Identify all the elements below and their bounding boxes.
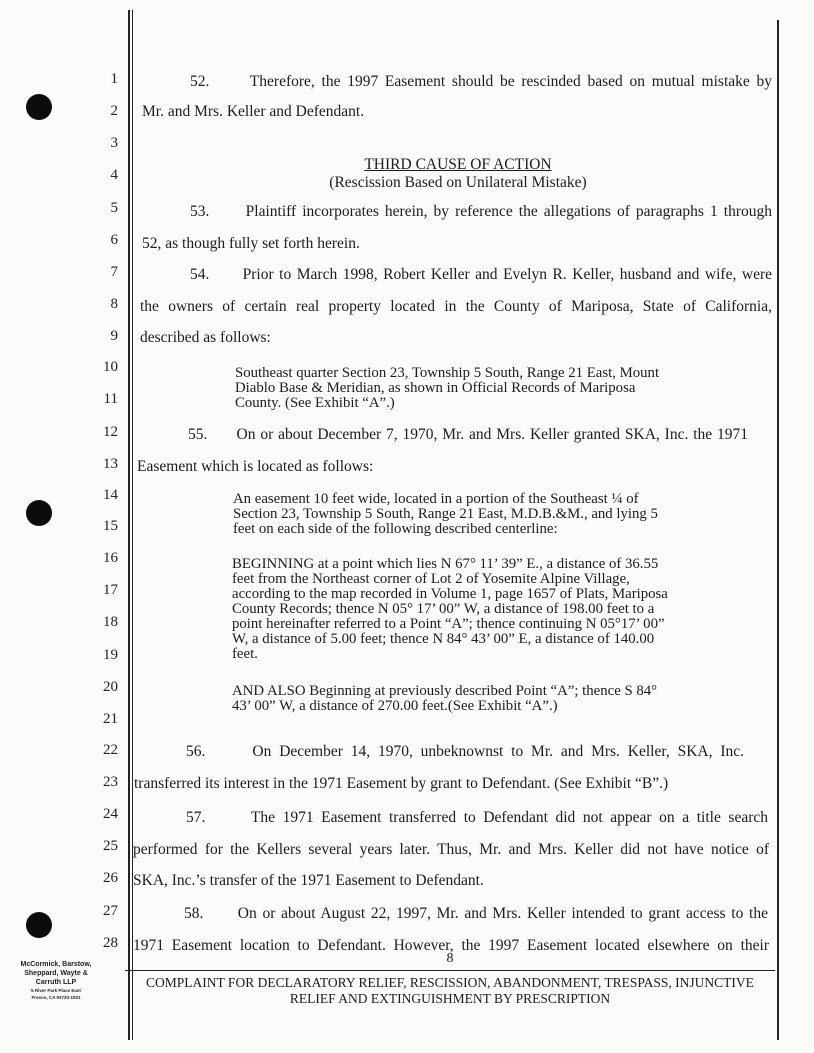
paragraph-57-line-2: performed for the Kellers several years later. Thus, Mr. and Mrs. Keller did not have notice of [133,841,769,858]
line-number: 4 [110,167,118,183]
paragraph-53-line-1: 53. Plaintiff incorporates herein, by reference the allegations of paragraphs 1 through [190,203,772,220]
line-number: 7 [110,264,118,280]
footer-title-line-1: COMPLAINT FOR DECLARATORY RELIEF, RESCISSION, ABANDONMENT, TRESPASS, INJUNCTIVE [146,975,754,990]
paragraph-54-line-3: described as follows: [140,329,271,346]
firm-name-line-2: Sheppard, Wayte & [24,970,88,977]
paragraph-52-line-1: 52. Therefore, the 1997 Easement should be rescinded based on mutual mistake by [190,73,772,90]
legal-description-quote-2: An easement 10 feet wide, located in a portion of the Southeast ¼ of Section 23, Township 5 South, Range 21 East, M.D.B.&M., and lying 5 feet on each side of the following described centerline: [233,491,658,537]
paragraph-56-line-2: transferred its interest in the 1971 Easement by grant to Defendant. (See Exhibit “B”.) [134,775,669,792]
paragraph-54-line-2: the owners of certain real property located in the County of Mariposa, State of California, [140,298,772,315]
line-number: 9 [110,328,118,344]
line-number: 28 [103,935,118,951]
punch-hole-top [26,94,52,120]
paragraph-55-line-1: 55. On or about December 7, 1970, Mr. and Mrs. Keller granted SKA, Inc. the 1971 [188,426,748,443]
line-number: 2 [110,103,118,119]
line-number: 27 [103,903,118,919]
legal-description-quote-4: AND ALSO Beginning at previously described Point “A”; thence S 84° 43’ 00” W, a distance of 270.00 feet.(See Exhibit “A”.) [232,683,658,714]
left-margin-rule [128,10,130,1040]
paragraph-57-line-1: 57. The 1971 Easement transferred to Defendant did not appear on a title search [186,809,768,826]
firm-name-line-3: Carruth LLP [35,979,77,986]
line-number: 12 [103,424,118,440]
punch-hole-bottom [26,912,52,938]
line-number: 16 [103,550,118,566]
paragraph-57-line-3: SKA, Inc.’s transfer of the 1971 Easement to Defendant. [133,872,484,889]
paragraph-58-line-1: 58. On or about August 22, 1997, Mr. and Mrs. Keller intended to grant access to the [184,905,768,922]
line-number: 23 [103,774,118,790]
line-number: 21 [103,711,118,727]
legal-description-quote-3: BEGINNING at a point which lies N 67° 11’ 39” E., a distance of 36.55 feet from the Northeast corner of Lot 2 of Yosemite Alpine Village, according to the map recorded in Volume 1, page 1657 of Plats, Mariposa County Records; thence N 05° 17’ 00” W, a distance of 198.00 feet to a point hereinafter referred to a Point “A”; thence continuing N 05°17’ 00” W, a distance of 5.00 feet; thence N 84° 43’ 00” E, a distance of 140.00 feet. [232,556,668,662]
line-number: 26 [103,870,118,886]
firm-address-line-2: Fresno, CA 93720-1501 [31,995,81,1000]
line-number: 18 [103,614,118,630]
line-number: 20 [103,679,118,695]
line-number: 24 [103,806,118,822]
footer-title-line-2: RELIEF AND EXTINGUISHMENT BY PRESCRIPTION [289,991,611,1006]
line-number: 25 [103,838,118,854]
page-number: 8 [446,951,454,966]
line-number: 8 [110,296,118,312]
line-number: 13 [103,456,118,472]
paragraph-53-line-2: 52, as though fully set forth herein. [142,235,360,252]
line-number: 10 [103,359,118,375]
right-margin-rule [777,20,779,1040]
line-number: 22 [103,742,118,758]
paragraph-52-line-2: Mr. and Mrs. Keller and Defendant. [142,103,365,120]
line-number: 17 [103,582,118,598]
firm-name-line-1: McCormick, Barstow, [20,961,92,968]
line-number: 3 [110,135,118,151]
line-number: 6 [110,232,118,248]
line-number: 19 [103,647,118,663]
line-number: 14 [103,487,118,503]
cause-of-action-heading: THIRD CAUSE OF ACTION [364,156,552,173]
law-firm-block [6,960,106,1001]
paragraph-55-line-2: Easement which is located as follows: [137,458,374,475]
line-number: 1 [110,71,118,87]
paragraph-58-line-2: 1971 Easement location to Defendant. However, the 1997 Easement located elsewhere on their [133,937,769,954]
cause-of-action-subheading: (Rescission Based on Unilateral Mistake) [329,174,587,191]
legal-description-quote-1: Southeast quarter Section 23, Township 5 South, Range 21 East, Mount Diablo Base & Meridian, as shown in Official Records of Mariposa County. (See Exhibit “A”.) [235,365,660,411]
paragraph-54-line-1: 54. Prior to March 1998, Robert Keller and Evelyn R. Keller, husband and wife, were [190,266,772,283]
footer-rule [125,970,775,971]
paragraph-56-line-1: 56. On December 14, 1970, unbeknownst to Mr. and Mrs. Keller, SKA, Inc. [186,743,744,760]
firm-address-line-1: 5 River Park Place East [31,988,81,993]
punch-hole-middle [26,500,52,526]
line-number: 15 [103,518,118,534]
line-number: 5 [110,200,118,216]
line-number: 11 [103,391,118,407]
